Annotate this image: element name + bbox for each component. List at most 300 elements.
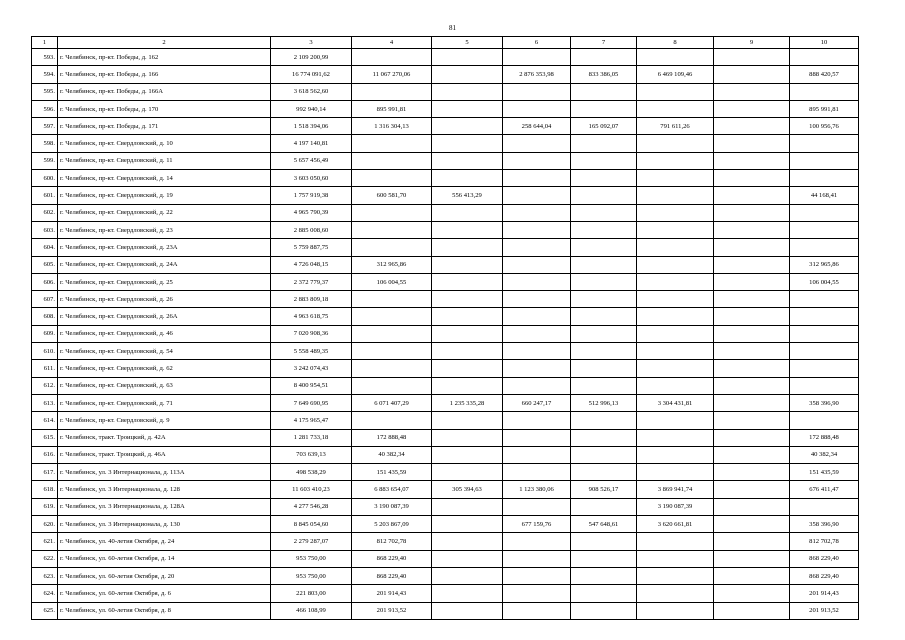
amount-cell [432, 135, 503, 152]
amount-cell: 812 702,78 [790, 533, 859, 550]
amount-cell [714, 446, 790, 463]
total-cost-cell: 3 618 562,60 [271, 83, 352, 100]
amount-cell [637, 291, 714, 308]
amount-cell [571, 498, 637, 515]
row-number-cell: 623. [32, 567, 58, 584]
amount-cell [503, 446, 571, 463]
amount-cell: 1 235 335,28 [432, 394, 503, 411]
column-header: 8 [637, 37, 714, 49]
amount-cell [503, 325, 571, 342]
table-row [32, 360, 859, 377]
address-cell: г. Челябинск, пр-кт. Свердловский, д. 25 [58, 273, 271, 290]
row-number-cell: 600. [32, 170, 58, 187]
amount-cell [714, 481, 790, 498]
row-number-cell: 594. [32, 66, 58, 83]
address-cell: г. Челябинск, ул. 60-летия Октября, д. 14 [58, 550, 271, 567]
address-cell: г. Челябинск, пр-кт. Победы, д. 170 [58, 100, 271, 117]
address-cell: г. Челябинск, пр-кт. Свердловский, д. 19 [58, 187, 271, 204]
amount-cell [714, 187, 790, 204]
amount-cell [790, 412, 859, 429]
amount-cell [352, 83, 432, 100]
address-cell: г. Челябинск, пр-кт. Свердловский, д. 54 [58, 343, 271, 360]
amount-cell [714, 204, 790, 221]
amount-cell [432, 533, 503, 550]
total-cost-cell: 4 963 618,75 [271, 308, 352, 325]
amount-cell: 305 394,63 [432, 481, 503, 498]
amount-cell [503, 152, 571, 169]
row-number-cell: 609. [32, 325, 58, 342]
total-cost-cell: 221 803,00 [271, 585, 352, 602]
amount-cell [432, 377, 503, 394]
table-row [32, 343, 859, 360]
amount-cell [432, 308, 503, 325]
amount-cell [352, 377, 432, 394]
address-cell: г. Челябинск, пр-кт. Свердловский, д. 11 [58, 152, 271, 169]
amount-cell [714, 170, 790, 187]
address-cell: г. Челябинск, пр-кт. Свердловский, д. 23 [58, 221, 271, 238]
amount-cell [714, 256, 790, 273]
amount-cell [503, 343, 571, 360]
amount-cell [571, 412, 637, 429]
amount-cell [432, 516, 503, 533]
amount-cell: 6 071 407,29 [352, 394, 432, 411]
amount-cell [714, 325, 790, 342]
amount-cell: 44 168,41 [790, 187, 859, 204]
amount-cell [503, 602, 571, 619]
row-number-cell: 615. [32, 429, 58, 446]
amount-cell [790, 170, 859, 187]
row-number-cell: 599. [32, 152, 58, 169]
total-cost-cell: 7 649 690,95 [271, 394, 352, 411]
table-row [32, 516, 859, 533]
amount-cell [571, 273, 637, 290]
amount-cell: 1 123 380,06 [503, 481, 571, 498]
amount-cell: 895 991,81 [352, 100, 432, 117]
amount-cell [571, 187, 637, 204]
table-row [32, 291, 859, 308]
amount-cell: 868 229,40 [352, 550, 432, 567]
page-number: 81 [449, 24, 456, 32]
row-number-cell: 597. [32, 118, 58, 135]
row-number-cell: 603. [32, 221, 58, 238]
amount-cell: 2 876 353,98 [503, 66, 571, 83]
amount-cell: 172 888,48 [352, 429, 432, 446]
amount-cell [571, 152, 637, 169]
column-header: 6 [503, 37, 571, 49]
amount-cell [790, 83, 859, 100]
table-row [32, 498, 859, 515]
amount-cell [714, 135, 790, 152]
amount-cell [571, 550, 637, 567]
total-cost-cell: 5 558 489,35 [271, 343, 352, 360]
amount-cell [503, 464, 571, 481]
table-row [32, 100, 859, 117]
address-cell: г. Челябинск, пр-кт. Победы, д. 171 [58, 118, 271, 135]
row-number-cell: 620. [32, 516, 58, 533]
amount-cell [637, 308, 714, 325]
amount-cell [352, 135, 432, 152]
amount-cell [503, 377, 571, 394]
amount-cell: 888 420,57 [790, 66, 859, 83]
amount-cell [714, 429, 790, 446]
amount-cell [432, 221, 503, 238]
total-cost-cell: 466 108,99 [271, 602, 352, 619]
amount-cell [503, 308, 571, 325]
row-number-cell: 619. [32, 498, 58, 515]
address-cell: г. Челябинск, пр-кт. Свердловский, д. 46 [58, 325, 271, 342]
total-cost-cell: 953 750,00 [271, 550, 352, 567]
amount-cell [571, 308, 637, 325]
amount-cell [637, 567, 714, 584]
total-cost-cell: 2 883 809,18 [271, 291, 352, 308]
amount-cell [790, 204, 859, 221]
amount-cell [571, 377, 637, 394]
amount-cell [571, 100, 637, 117]
amount-cell [790, 135, 859, 152]
amount-cell [432, 567, 503, 584]
amount-cell: 358 396,90 [790, 394, 859, 411]
table-row [32, 256, 859, 273]
amount-cell: 676 411,47 [790, 481, 859, 498]
amount-cell [503, 291, 571, 308]
amount-cell [352, 204, 432, 221]
amount-cell [637, 360, 714, 377]
amount-cell [637, 152, 714, 169]
amount-cell: 868 229,40 [790, 567, 859, 584]
amount-cell [714, 273, 790, 290]
amount-cell: 600 581,70 [352, 187, 432, 204]
amount-cell: 6 883 654,07 [352, 481, 432, 498]
amount-cell: 908 526,17 [571, 481, 637, 498]
table-row [32, 83, 859, 100]
amount-cell [714, 394, 790, 411]
amount-cell [503, 585, 571, 602]
amount-cell [352, 239, 432, 256]
amount-cell [503, 49, 571, 66]
row-number-cell: 624. [32, 585, 58, 602]
row-number-cell: 610. [32, 343, 58, 360]
table-row [32, 533, 859, 550]
column-header: 7 [571, 37, 637, 49]
amount-cell [352, 49, 432, 66]
amount-cell [503, 170, 571, 187]
amount-cell: 512 996,13 [571, 394, 637, 411]
column-header: 5 [432, 37, 503, 49]
amount-cell [503, 360, 571, 377]
amount-cell [571, 567, 637, 584]
registry-table-body [32, 49, 859, 620]
amount-cell [432, 291, 503, 308]
amount-cell [637, 239, 714, 256]
amount-cell [714, 360, 790, 377]
amount-cell: 106 004,55 [790, 273, 859, 290]
row-number-cell: 601. [32, 187, 58, 204]
amount-cell: 868 229,40 [352, 567, 432, 584]
row-number-cell: 625. [32, 602, 58, 619]
total-cost-cell: 5 759 887,75 [271, 239, 352, 256]
row-number-cell: 606. [32, 273, 58, 290]
amount-cell [571, 170, 637, 187]
table-row [32, 394, 859, 411]
address-cell: г. Челябинск, пр-кт. Свердловский, д. 14 [58, 170, 271, 187]
row-number-cell: 618. [32, 481, 58, 498]
row-number-cell: 605. [32, 256, 58, 273]
amount-cell: 201 913,52 [790, 602, 859, 619]
address-cell: г. Челябинск, ул. 3 Интернационала, д. 128 [58, 481, 271, 498]
table-row [32, 221, 859, 238]
amount-cell [432, 585, 503, 602]
amount-cell [432, 412, 503, 429]
address-cell: г. Челябинск, пр-кт. Свердловский, д. 26А [58, 308, 271, 325]
table-row [32, 152, 859, 169]
amount-cell: 165 092,07 [571, 118, 637, 135]
amount-cell [637, 135, 714, 152]
amount-cell: 677 159,76 [503, 516, 571, 533]
total-cost-cell: 3 242 074,43 [271, 360, 352, 377]
amount-cell [432, 66, 503, 83]
address-cell: г. Челябинск, ул. 3 Интернационала, д. 113А [58, 464, 271, 481]
amount-cell [503, 135, 571, 152]
amount-cell [503, 204, 571, 221]
amount-cell [637, 170, 714, 187]
total-cost-cell: 4 175 965,47 [271, 412, 352, 429]
amount-cell [432, 464, 503, 481]
amount-cell [432, 152, 503, 169]
amount-cell [714, 66, 790, 83]
row-number-cell: 617. [32, 464, 58, 481]
total-cost-cell: 2 109 200,99 [271, 49, 352, 66]
amount-cell [714, 343, 790, 360]
amount-cell [637, 204, 714, 221]
amount-cell [352, 291, 432, 308]
amount-cell [432, 256, 503, 273]
amount-cell [432, 446, 503, 463]
amount-cell [637, 100, 714, 117]
amount-cell [714, 152, 790, 169]
amount-cell [637, 412, 714, 429]
amount-cell: 151 435,59 [352, 464, 432, 481]
address-cell: г. Челябинск, пр-кт. Свердловский, д. 24А [58, 256, 271, 273]
amount-cell [714, 567, 790, 584]
amount-cell [637, 256, 714, 273]
table-row [32, 273, 859, 290]
amount-cell [352, 152, 432, 169]
amount-cell [790, 325, 859, 342]
row-number-cell: 604. [32, 239, 58, 256]
amount-cell [637, 343, 714, 360]
amount-cell [432, 602, 503, 619]
amount-cell: 660 247,17 [503, 394, 571, 411]
column-number-row [32, 37, 859, 49]
amount-cell [790, 308, 859, 325]
amount-cell [714, 602, 790, 619]
amount-cell: 6 469 109,46 [637, 66, 714, 83]
amount-cell [352, 412, 432, 429]
amount-cell [571, 533, 637, 550]
amount-cell [714, 239, 790, 256]
amount-cell [790, 360, 859, 377]
total-cost-cell: 1 518 394,06 [271, 118, 352, 135]
amount-cell [571, 49, 637, 66]
amount-cell [571, 83, 637, 100]
amount-cell [637, 273, 714, 290]
address-cell: г. Челябинск, пр-кт. Свердловский, д. 63 [58, 377, 271, 394]
amount-cell: 201 913,52 [352, 602, 432, 619]
amount-cell [790, 152, 859, 169]
address-cell: г. Челябинск, пр-кт. Свердловский, д. 10 [58, 135, 271, 152]
total-cost-cell: 1 757 919,38 [271, 187, 352, 204]
address-cell: г. Челябинск, тракт. Троицкий, д. 46А [58, 446, 271, 463]
table-row [32, 66, 859, 83]
amount-cell [503, 567, 571, 584]
amount-cell [571, 360, 637, 377]
amount-cell: 3 190 087,39 [637, 498, 714, 515]
amount-cell [790, 49, 859, 66]
amount-cell [637, 533, 714, 550]
amount-cell: 5 203 867,09 [352, 516, 432, 533]
column-header: 1 [32, 37, 58, 49]
total-cost-cell: 4 965 790,39 [271, 204, 352, 221]
row-number-cell: 598. [32, 135, 58, 152]
amount-cell [571, 343, 637, 360]
total-cost-cell: 992 940,14 [271, 100, 352, 117]
amount-cell [714, 49, 790, 66]
amount-cell: 3 620 661,81 [637, 516, 714, 533]
amount-cell [637, 585, 714, 602]
amount-cell: 312 965,86 [790, 256, 859, 273]
amount-cell: 201 914,43 [790, 585, 859, 602]
amount-cell: 40 382,34 [790, 446, 859, 463]
total-cost-cell: 703 639,13 [271, 446, 352, 463]
amount-cell: 791 611,26 [637, 118, 714, 135]
amount-cell [571, 239, 637, 256]
amount-cell [714, 533, 790, 550]
amount-cell [503, 187, 571, 204]
amount-cell [637, 429, 714, 446]
amount-cell [714, 412, 790, 429]
table-row [32, 429, 859, 446]
amount-cell [352, 343, 432, 360]
table-row [32, 204, 859, 221]
amount-cell [571, 325, 637, 342]
address-cell: г. Челябинск, пр-кт. Свердловский, д. 9 [58, 412, 271, 429]
amount-cell [571, 135, 637, 152]
address-cell: г. Челябинск, пр-кт. Свердловский, д. 26 [58, 291, 271, 308]
amount-cell [571, 256, 637, 273]
amount-cell [352, 325, 432, 342]
amount-cell [714, 550, 790, 567]
table-row [32, 325, 859, 342]
amount-cell [637, 602, 714, 619]
amount-cell: 3 190 087,39 [352, 498, 432, 515]
total-cost-cell: 8 400 954,51 [271, 377, 352, 394]
total-cost-cell: 4 277 546,28 [271, 498, 352, 515]
table-row [32, 550, 859, 567]
total-cost-cell: 3 603 050,60 [271, 170, 352, 187]
amount-cell [637, 446, 714, 463]
amount-cell [432, 204, 503, 221]
total-cost-cell: 11 603 410,23 [271, 481, 352, 498]
amount-cell [352, 170, 432, 187]
row-number-cell: 593. [32, 49, 58, 66]
table-row [32, 464, 859, 481]
total-cost-cell: 16 774 091,62 [271, 66, 352, 83]
row-number-cell: 602. [32, 204, 58, 221]
address-cell: г. Челябинск, пр-кт. Свердловский, д. 62 [58, 360, 271, 377]
row-number-cell: 614. [32, 412, 58, 429]
column-header: 10 [790, 37, 859, 49]
amount-cell [790, 377, 859, 394]
amount-cell [503, 533, 571, 550]
amount-cell: 556 413,29 [432, 187, 503, 204]
amount-cell: 812 702,78 [352, 533, 432, 550]
table-row [32, 118, 859, 135]
address-cell: г. Челябинск, пр-кт. Победы, д. 166 [58, 66, 271, 83]
total-cost-cell: 8 845 054,60 [271, 516, 352, 533]
amount-cell: 868 229,40 [790, 550, 859, 567]
amount-cell [432, 343, 503, 360]
total-cost-cell: 498 538,29 [271, 464, 352, 481]
table-row [32, 187, 859, 204]
amount-cell [503, 273, 571, 290]
amount-cell [432, 239, 503, 256]
amount-cell [432, 550, 503, 567]
table-row [32, 446, 859, 463]
address-cell: г. Челябинск, ул. 60-летия Октября, д. 8 [58, 602, 271, 619]
table-row [32, 49, 859, 66]
amount-cell: 358 396,90 [790, 516, 859, 533]
column-header: 9 [714, 37, 790, 49]
table-row [32, 308, 859, 325]
amount-cell [503, 429, 571, 446]
address-cell: г. Челябинск, пр-кт. Свердловский, д. 71 [58, 394, 271, 411]
amount-cell [714, 308, 790, 325]
row-number-cell: 613. [32, 394, 58, 411]
row-number-cell: 616. [32, 446, 58, 463]
total-cost-cell: 2 372 779,37 [271, 273, 352, 290]
total-cost-cell: 4 726 048,15 [271, 256, 352, 273]
amount-cell [790, 498, 859, 515]
amount-cell [352, 360, 432, 377]
amount-cell [637, 550, 714, 567]
amount-cell [503, 498, 571, 515]
amount-cell [714, 585, 790, 602]
amount-cell [503, 412, 571, 429]
column-header: 4 [352, 37, 432, 49]
amount-cell [714, 516, 790, 533]
amount-cell [432, 429, 503, 446]
amount-cell: 11 067 270,06 [352, 66, 432, 83]
amount-cell [571, 464, 637, 481]
row-number-cell: 607. [32, 291, 58, 308]
table-row [32, 239, 859, 256]
amount-cell: 1 316 304,13 [352, 118, 432, 135]
address-cell: г. Челябинск, пр-кт. Победы, д. 162 [58, 49, 271, 66]
amount-cell [432, 273, 503, 290]
address-cell: г. Челябинск, ул. 3 Интернационала, д. 130 [58, 516, 271, 533]
amount-cell [503, 239, 571, 256]
amount-cell [637, 377, 714, 394]
amount-cell [571, 204, 637, 221]
amount-cell [503, 221, 571, 238]
amount-cell [637, 221, 714, 238]
amount-cell [571, 429, 637, 446]
amount-cell [714, 498, 790, 515]
row-number-cell: 608. [32, 308, 58, 325]
amount-cell [432, 100, 503, 117]
address-cell: г. Челябинск, тракт. Троицкий, д. 42А [58, 429, 271, 446]
amount-cell [790, 239, 859, 256]
